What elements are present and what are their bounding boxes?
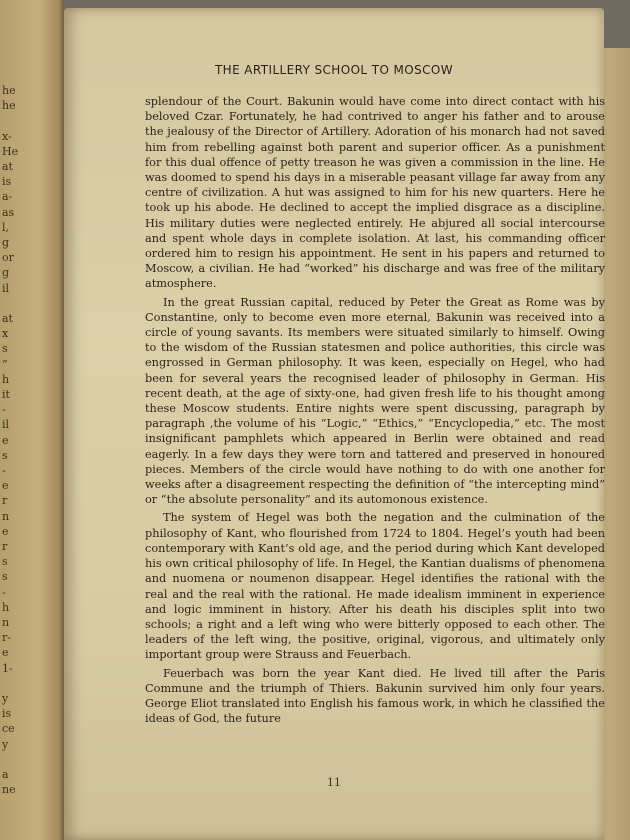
- facing-page-fragment: He: [2, 144, 19, 158]
- facing-page-fragment: r: [2, 494, 8, 508]
- facing-page-fragment: g: [2, 236, 10, 249]
- facing-page-fragment: a: [2, 768, 9, 781]
- facing-page-fragment: n: [2, 509, 10, 523]
- facing-page-fragment: ne: [2, 783, 16, 797]
- facing-page-fragment: -: [2, 585, 6, 599]
- page-number: 11: [327, 776, 341, 789]
- paragraph-4: Feuerbach was born the year Kant died. He lived till after the Paris Commune and the triumph of Thiers. Bakunin survived him only four years. George Eliot translated into English his famous work, in which he classified the ideas of God, the future: [145, 666, 605, 726]
- facing-page-fragment: e: [2, 433, 9, 447]
- facing-page-fragment: a-: [2, 190, 13, 204]
- facing-page-fragment: or: [2, 251, 14, 265]
- facing-page-fragment: g: [2, 266, 10, 280]
- facing-page-fragment: il: [2, 418, 10, 432]
- paragraph-3: The system of Hegel was both the negation and the culmination of the philosophy of Kant, who flourished from 1724 to 1804. Hegel’s youth had been contemporary with Kant’s old age, and the period during which Kant developed his own critical philosophy of life. In Hegel, the Kantian dualisms of phenomena and nuomena or noumenon disappear. Hegel identifies the rational with the real and the real with the rational. He made idealism imminent in experience and logic imminent in history. After his death his disciples split into two schools; a right and a left wing who were bitterly opposed to each other. The leaders of the left wing, the positive, original, vigorous, and ultimately only important group were Strauss and Feuerbach.: [145, 511, 605, 662]
- facing-page-fragment: e: [2, 524, 9, 538]
- facing-page-fragment: -: [2, 403, 6, 417]
- book-page: [64, 8, 604, 840]
- paragraph-1: splendour of the Court. Bakunin would have come into direct contact with his beloved Czar. Fortunately, he had contrived to anger his father and to arouse the jealousy of the Director of Artillery. Adoration of his monarch had not saved him from rebelling against both parent and superior officer. As a punishment for this dual offence of petty treason he was given a commission in the line. He was doomed to spend his days in a miserable peasant village far away from any centre of civilization. A hut was assigned to him for his new quarters. Here he took up his abode. He declined to accept the implied disgrace as a discipline. His military duties were neglected entirely. He abjured all social intercourse and spent whole days in complete isolation. At last, his commanding officer ordered him to resign his appointment. He sent in his papers and returned to Moscow, a civilian. He had “worked” his discharge and was free of the military atmosphere.: [145, 95, 605, 291]
- running-head: THE ARTILLERY SCHOOL TO MOSCOW: [214, 63, 454, 77]
- facing-page-fragment: r: [2, 540, 8, 553]
- facing-page-fragment: s: [2, 342, 8, 356]
- facing-page-fragment: he: [2, 99, 16, 113]
- facing-page-fragment: h: [2, 600, 10, 614]
- paragraph-2: In the great Russian capital, reduced by Peter the Great as Rome was by Constantine, only to become even more eternal, Bakunin was received into a circle of young savants. Its members were situated similarly to himself. Owing to the wisdom of the Russian statesmen and police authorities, this circle was engrossed in German philosophy. It was keen, especially on Hegel, who had been for several years the recognised leader of philosophy in German. His recent death, at the age of sixty-one, had given fresh life to his thought among these Moscow students. Entire nights were spent discussing, paragraph by paragraph ,the volume of his “Logic,” “Ethics,” “Encyclopedia,” etc. The most insignificant pamphlets which appeared in Berlin were obtained and read eagerly. In a few days they were torn and tattered and preserved in honoured pieces. Members of the circle would have nothing to do with one another for weeks after a disagreement respecting the definition of “the intercepting mind” or “the absolute personality” and its automonous existence.: [145, 295, 605, 507]
- facing-page-fragment: as: [2, 205, 15, 219]
- facing-page-fragment: at: [2, 160, 13, 173]
- facing-page-fragment: is: [2, 707, 12, 721]
- facing-page-fragment: x: [2, 327, 9, 341]
- facing-page-fragment: at: [2, 312, 13, 325]
- facing-page-fragment: ”: [2, 357, 8, 371]
- facing-page-fragment: 1-: [2, 661, 13, 675]
- facing-page-edge: [0, 0, 64, 840]
- facing-page-fragment: h: [2, 372, 10, 386]
- facing-page-fragment: ce: [2, 722, 15, 736]
- facing-page-fragment: s: [2, 448, 8, 462]
- facing-page-fragment: e: [2, 479, 9, 493]
- facing-page-fragment: is: [2, 175, 12, 189]
- facing-page-fragment: s: [2, 570, 8, 584]
- facing-page-fragment: he: [2, 84, 16, 97]
- facing-page-fragment: il: [2, 281, 10, 295]
- facing-page-fragment: it: [2, 388, 10, 401]
- facing-page-fragment: e: [2, 646, 9, 660]
- facing-page-fragment: s: [2, 555, 8, 569]
- facing-page-fragment: r-: [2, 631, 11, 645]
- facing-page-fragment: -: [2, 464, 6, 477]
- facing-page-fragment: y: [2, 692, 9, 705]
- facing-page-fragment: n: [2, 616, 10, 629]
- body-text: [145, 94, 605, 726]
- facing-page-fragment: x-: [2, 129, 12, 143]
- facing-page-fragment: y: [2, 737, 9, 751]
- facing-page-fragment: l,: [2, 220, 10, 234]
